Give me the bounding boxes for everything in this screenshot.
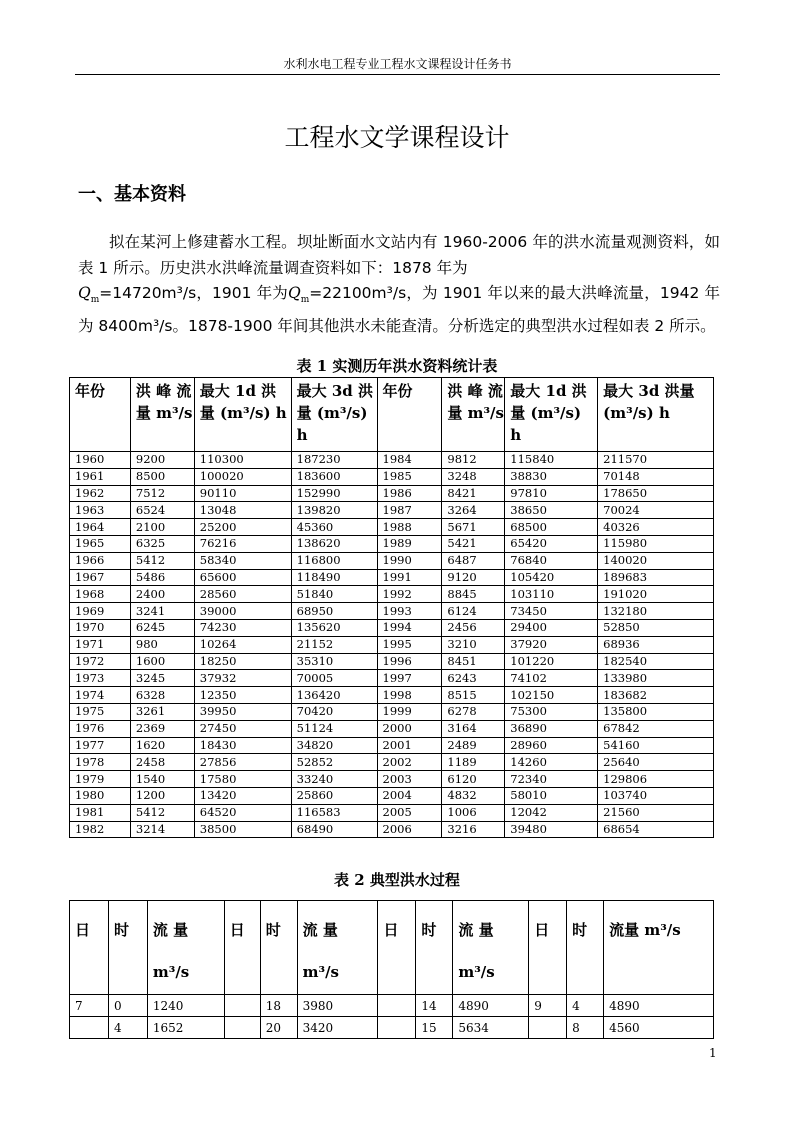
table-cell: 3164: [442, 720, 505, 737]
table-cell: 1966: [70, 552, 131, 569]
table-row: [70, 1017, 714, 1039]
table-row: [70, 636, 714, 653]
table-cell: 105420: [505, 569, 598, 586]
table1-header-cell: 最大 1d 洪量 (m³/s) h: [194, 378, 291, 452]
table-cell: 152990: [291, 485, 377, 502]
table-cell: 1981: [70, 804, 131, 821]
table-cell: 25200: [194, 519, 291, 536]
table-cell: 3216: [442, 821, 505, 838]
table-cell: [529, 1017, 567, 1039]
page-header: 水利水电工程专业工程水文课程设计任务书: [283, 57, 512, 71]
table1-header-cell: 最大 3d 洪 量 (m³/s) h: [291, 378, 377, 452]
table-cell: 68490: [291, 821, 377, 838]
table-cell: 1189: [442, 754, 505, 771]
table2-header-cell: 流 量 m³/s: [453, 901, 529, 995]
table-cell: 67842: [598, 720, 714, 737]
table-cell: 2001: [377, 737, 442, 754]
table-cell: 8845: [442, 586, 505, 603]
table-row: [70, 995, 714, 1017]
table-cell: 25860: [291, 787, 377, 804]
table-cell: 1962: [70, 485, 131, 502]
table-cell: 8421: [442, 485, 505, 502]
table-cell: 3980: [297, 995, 378, 1017]
table-row: [70, 535, 714, 552]
table2-header-cell: 时: [108, 901, 147, 995]
table-cell: 51124: [291, 720, 377, 737]
table-cell: 1973: [70, 670, 131, 687]
table-cell: 3241: [130, 603, 194, 620]
table-cell: 34820: [291, 737, 377, 754]
table-cell: 8451: [442, 653, 505, 670]
table-cell: 76216: [194, 535, 291, 552]
table-cell: 1985: [377, 468, 442, 485]
table1-caption: 表 1 实测历年洪水资料统计表: [296, 357, 498, 375]
table-cell: 1997: [377, 670, 442, 687]
table-cell: 1960: [70, 452, 131, 469]
table-cell: 6487: [442, 552, 505, 569]
table-cell: 5412: [130, 804, 194, 821]
table-cell: 1989: [377, 535, 442, 552]
table-cell: 28960: [505, 737, 598, 754]
table2-typical-flood: [69, 900, 714, 1039]
table-cell: 14: [416, 995, 453, 1017]
table-row: [70, 519, 714, 536]
table-cell: 8515: [442, 687, 505, 704]
table-cell: [70, 1017, 109, 1039]
table-cell: 7: [70, 995, 109, 1017]
table-cell: 8: [567, 1017, 604, 1039]
qm-symbol-2: $Q_m$: [287, 284, 310, 306]
table-cell: 90110: [194, 485, 291, 502]
table-cell: 74230: [194, 619, 291, 636]
table-cell: 1961: [70, 468, 131, 485]
table-cell: 76840: [505, 552, 598, 569]
table-cell: 980: [130, 636, 194, 653]
table-row: [70, 485, 714, 502]
table2-header-cell: 时: [260, 901, 297, 995]
table-cell: [378, 995, 416, 1017]
table-cell: 14260: [505, 754, 598, 771]
table-cell: 2489: [442, 737, 505, 754]
table-cell: 6524: [130, 502, 194, 519]
table-row: [70, 821, 714, 838]
table-cell: 3261: [130, 703, 194, 720]
table-cell: 116583: [291, 804, 377, 821]
table-cell: 65420: [505, 535, 598, 552]
table-cell: 9200: [130, 452, 194, 469]
table-cell: 68936: [598, 636, 714, 653]
table-cell: 3248: [442, 468, 505, 485]
table-cell: 68500: [505, 519, 598, 536]
table-cell: 6245: [130, 619, 194, 636]
table-cell: 2100: [130, 519, 194, 536]
table-cell: 12042: [505, 804, 598, 821]
table-cell: 2003: [377, 771, 442, 788]
table-cell: 1620: [130, 737, 194, 754]
table-cell: 40326: [598, 519, 714, 536]
section-heading-basic-data: 一、基本资料: [78, 184, 186, 205]
table-cell: 5634: [453, 1017, 529, 1039]
table-cell: 39950: [194, 703, 291, 720]
table-cell: 1988: [377, 519, 442, 536]
table2-header-cell: 日: [224, 901, 260, 995]
table-cell: 3210: [442, 636, 505, 653]
table1-header-cell: 年份: [377, 378, 442, 452]
table-cell: 2006: [377, 821, 442, 838]
table-cell: 97810: [505, 485, 598, 502]
para-text-1: 拟在某河上修建蓄水工程。坝址断面水文站内有 1960-2006 年的洪水流量观测资料，如表 1 所示。历史洪水洪峰流量调查资料如下：1878 年为: [78, 233, 720, 277]
table-cell: 70005: [291, 670, 377, 687]
table-cell: 20: [260, 1017, 297, 1039]
table-row: [70, 468, 714, 485]
table1-header-cell: 年份: [70, 378, 131, 452]
table-cell: 8500: [130, 468, 194, 485]
table-cell: 3264: [442, 502, 505, 519]
table1-header-cell: 洪 峰 流 量 m³/s: [442, 378, 505, 452]
para-text-2: =14720m³/s，1901 年为: [99, 284, 288, 302]
table-cell: 9812: [442, 452, 505, 469]
table-cell: 2456: [442, 619, 505, 636]
table-cell: 15: [416, 1017, 453, 1039]
table-cell: 1968: [70, 586, 131, 603]
table-cell: 6120: [442, 771, 505, 788]
table-cell: 58340: [194, 552, 291, 569]
table-cell: 1994: [377, 619, 442, 636]
table-cell: 1652: [147, 1017, 224, 1039]
table-cell: 27856: [194, 754, 291, 771]
table-cell: 115980: [598, 535, 714, 552]
table2-header-cell: 流 量 m³/s: [147, 901, 224, 995]
table-row: [70, 552, 714, 569]
table-cell: 133980: [598, 670, 714, 687]
table-cell: 38650: [505, 502, 598, 519]
table-cell: 1971: [70, 636, 131, 653]
table-cell: 1977: [70, 737, 131, 754]
table-cell: 5671: [442, 519, 505, 536]
table-cell: 72340: [505, 771, 598, 788]
table-cell: 2369: [130, 720, 194, 737]
table-cell: 18430: [194, 737, 291, 754]
table-row: [70, 452, 714, 469]
table-cell: 18250: [194, 653, 291, 670]
table-cell: [224, 995, 260, 1017]
table-cell: 103740: [598, 787, 714, 804]
table-cell: 7512: [130, 485, 194, 502]
table-cell: 6278: [442, 703, 505, 720]
table-cell: 21152: [291, 636, 377, 653]
table-row: [70, 787, 714, 804]
table-cell: 136420: [291, 687, 377, 704]
table-cell: 38500: [194, 821, 291, 838]
table-cell: 135620: [291, 619, 377, 636]
table-cell: 183600: [291, 468, 377, 485]
table-cell: 27450: [194, 720, 291, 737]
table2-header-cell: 时: [416, 901, 453, 995]
table-cell: 102150: [505, 687, 598, 704]
table-cell: 13048: [194, 502, 291, 519]
header-divider: [75, 74, 720, 75]
table-cell: 39000: [194, 603, 291, 620]
table-cell: 189683: [598, 569, 714, 586]
table-cell: 10264: [194, 636, 291, 653]
table-cell: 21560: [598, 804, 714, 821]
table-row: [70, 670, 714, 687]
table-cell: 18: [260, 995, 297, 1017]
table-cell: 4: [567, 995, 604, 1017]
table-cell: 211570: [598, 452, 714, 469]
table-cell: 1240: [147, 995, 224, 1017]
table-cell: 52852: [291, 754, 377, 771]
page-number: 1: [709, 1046, 717, 1060]
table-cell: 6325: [130, 535, 194, 552]
table-cell: 191020: [598, 586, 714, 603]
table-cell: 68950: [291, 603, 377, 620]
table-cell: 100020: [194, 468, 291, 485]
table-cell: 140020: [598, 552, 714, 569]
table2-header-cell: 流 量 m³/s: [297, 901, 378, 995]
table-cell: 9: [529, 995, 567, 1017]
table-cell: 4832: [442, 787, 505, 804]
table-row: [70, 603, 714, 620]
table2-header-cell: 日: [529, 901, 567, 995]
document-title: 工程水文学课程设计: [284, 123, 510, 152]
table-cell: 29400: [505, 619, 598, 636]
table-cell: 4560: [604, 1017, 714, 1039]
table-cell: 70148: [598, 468, 714, 485]
table-cell: 51840: [291, 586, 377, 603]
table2-header-cell: 流量 m³/s: [604, 901, 714, 995]
table-row: [70, 569, 714, 586]
table-cell: 4890: [604, 995, 714, 1017]
table-cell: 5412: [130, 552, 194, 569]
table-cell: 28560: [194, 586, 291, 603]
table-cell: 17580: [194, 771, 291, 788]
table2-caption: 表 2 典型洪水过程: [334, 871, 460, 889]
table-cell: 1984: [377, 452, 442, 469]
table-cell: 6328: [130, 687, 194, 704]
table-cell: 187230: [291, 452, 377, 469]
table-cell: 6243: [442, 670, 505, 687]
table-row: [70, 754, 714, 771]
table2-header-cell: 日: [378, 901, 416, 995]
table-cell: 3214: [130, 821, 194, 838]
table-cell: 35310: [291, 653, 377, 670]
table-cell: 13420: [194, 787, 291, 804]
table-cell: 12350: [194, 687, 291, 704]
qm-symbol-1: $Q_m$: [78, 284, 100, 306]
table-cell: 2400: [130, 586, 194, 603]
table-cell: 37920: [505, 636, 598, 653]
table-cell: 1967: [70, 569, 131, 586]
table-cell: 1992: [377, 586, 442, 603]
table-cell: 65600: [194, 569, 291, 586]
table-cell: 103110: [505, 586, 598, 603]
table-cell: 52850: [598, 619, 714, 636]
table-cell: 1991: [377, 569, 442, 586]
table-cell: 38830: [505, 468, 598, 485]
table-cell: 54160: [598, 737, 714, 754]
table-cell: 1980: [70, 787, 131, 804]
table-cell: 1964: [70, 519, 131, 536]
table-cell: 2005: [377, 804, 442, 821]
table-cell: 73450: [505, 603, 598, 620]
table-cell: 64520: [194, 804, 291, 821]
table-row: [70, 619, 714, 636]
table-cell: 1982: [70, 821, 131, 838]
table-cell: 58010: [505, 787, 598, 804]
table-row: [70, 804, 714, 821]
table-cell: 1972: [70, 653, 131, 670]
table1-header-cell: 洪 峰 流 量 m³/s: [130, 378, 194, 452]
table-cell: 37932: [194, 670, 291, 687]
table-row: [70, 737, 714, 754]
table-cell: 5421: [442, 535, 505, 552]
table-cell: 1998: [377, 687, 442, 704]
table-cell: 3245: [130, 670, 194, 687]
table-cell: 129806: [598, 771, 714, 788]
table-row: [70, 703, 714, 720]
table-cell: 1987: [377, 502, 442, 519]
table-cell: 9120: [442, 569, 505, 586]
para-text-3: =22100m³/s，为 1901 年以来的最大洪峰流量，1942 年为 8400m³/s。1878-1900 年间其他洪水未能查清。分析选定的典型洪水过程如表 2 所示。: [78, 284, 720, 335]
table-cell: 118490: [291, 569, 377, 586]
table-cell: 5486: [130, 569, 194, 586]
table-cell: 115840: [505, 452, 598, 469]
table1-header-cell: 最大 1d 洪量 (m³/s) h: [505, 378, 598, 452]
table-cell: 25640: [598, 754, 714, 771]
table-cell: 45360: [291, 519, 377, 536]
table-cell: 1979: [70, 771, 131, 788]
table-cell: [378, 1017, 416, 1039]
table-cell: 36890: [505, 720, 598, 737]
table-cell: 74102: [505, 670, 598, 687]
table-cell: 135800: [598, 703, 714, 720]
table-cell: 1969: [70, 603, 131, 620]
table-cell: 1993: [377, 603, 442, 620]
table-cell: 1600: [130, 653, 194, 670]
table-cell: 110300: [194, 452, 291, 469]
table-cell: 1965: [70, 535, 131, 552]
table1-flood-statistics: [69, 377, 714, 838]
table-cell: 183682: [598, 687, 714, 704]
table-cell: 178650: [598, 485, 714, 502]
table-cell: [224, 1017, 260, 1039]
table-cell: 1540: [130, 771, 194, 788]
table-cell: 4: [108, 1017, 147, 1039]
table-cell: 1990: [377, 552, 442, 569]
table-cell: 1974: [70, 687, 131, 704]
table-cell: 2002: [377, 754, 442, 771]
table-cell: 0: [108, 995, 147, 1017]
table-cell: 68654: [598, 821, 714, 838]
table-cell: 2004: [377, 787, 442, 804]
table-cell: 4890: [453, 995, 529, 1017]
table-cell: 1986: [377, 485, 442, 502]
table-cell: 1963: [70, 502, 131, 519]
table-cell: 182540: [598, 653, 714, 670]
table-cell: 1999: [377, 703, 442, 720]
table-cell: 2458: [130, 754, 194, 771]
table-row: [70, 502, 714, 519]
table-cell: 101220: [505, 653, 598, 670]
table1-header-cell: 最大 3d 洪量(m³/s) h: [598, 378, 714, 452]
table-cell: 70024: [598, 502, 714, 519]
table-cell: 1978: [70, 754, 131, 771]
table-row: [70, 687, 714, 704]
table-cell: 2000: [377, 720, 442, 737]
table-cell: 1006: [442, 804, 505, 821]
table2-header-cell: 日: [70, 901, 109, 995]
table-cell: 1976: [70, 720, 131, 737]
table-row: [70, 653, 714, 670]
table-cell: 75300: [505, 703, 598, 720]
table-cell: 1975: [70, 703, 131, 720]
table-cell: 1995: [377, 636, 442, 653]
table-row: [70, 771, 714, 788]
table-cell: 70420: [291, 703, 377, 720]
table-cell: 1970: [70, 619, 131, 636]
table-cell: 6124: [442, 603, 505, 620]
table2-header-cell: 时: [567, 901, 604, 995]
table-cell: 33240: [291, 771, 377, 788]
table-cell: 3420: [297, 1017, 378, 1039]
table-cell: 116800: [291, 552, 377, 569]
table-cell: 139820: [291, 502, 377, 519]
table-cell: 39480: [505, 821, 598, 838]
table-row: [70, 720, 714, 737]
table-cell: 1996: [377, 653, 442, 670]
table-cell: 138620: [291, 535, 377, 552]
table-row: [70, 586, 714, 603]
table-cell: 1200: [130, 787, 194, 804]
table-cell: 132180: [598, 603, 714, 620]
intro-paragraph: [78, 230, 720, 339]
